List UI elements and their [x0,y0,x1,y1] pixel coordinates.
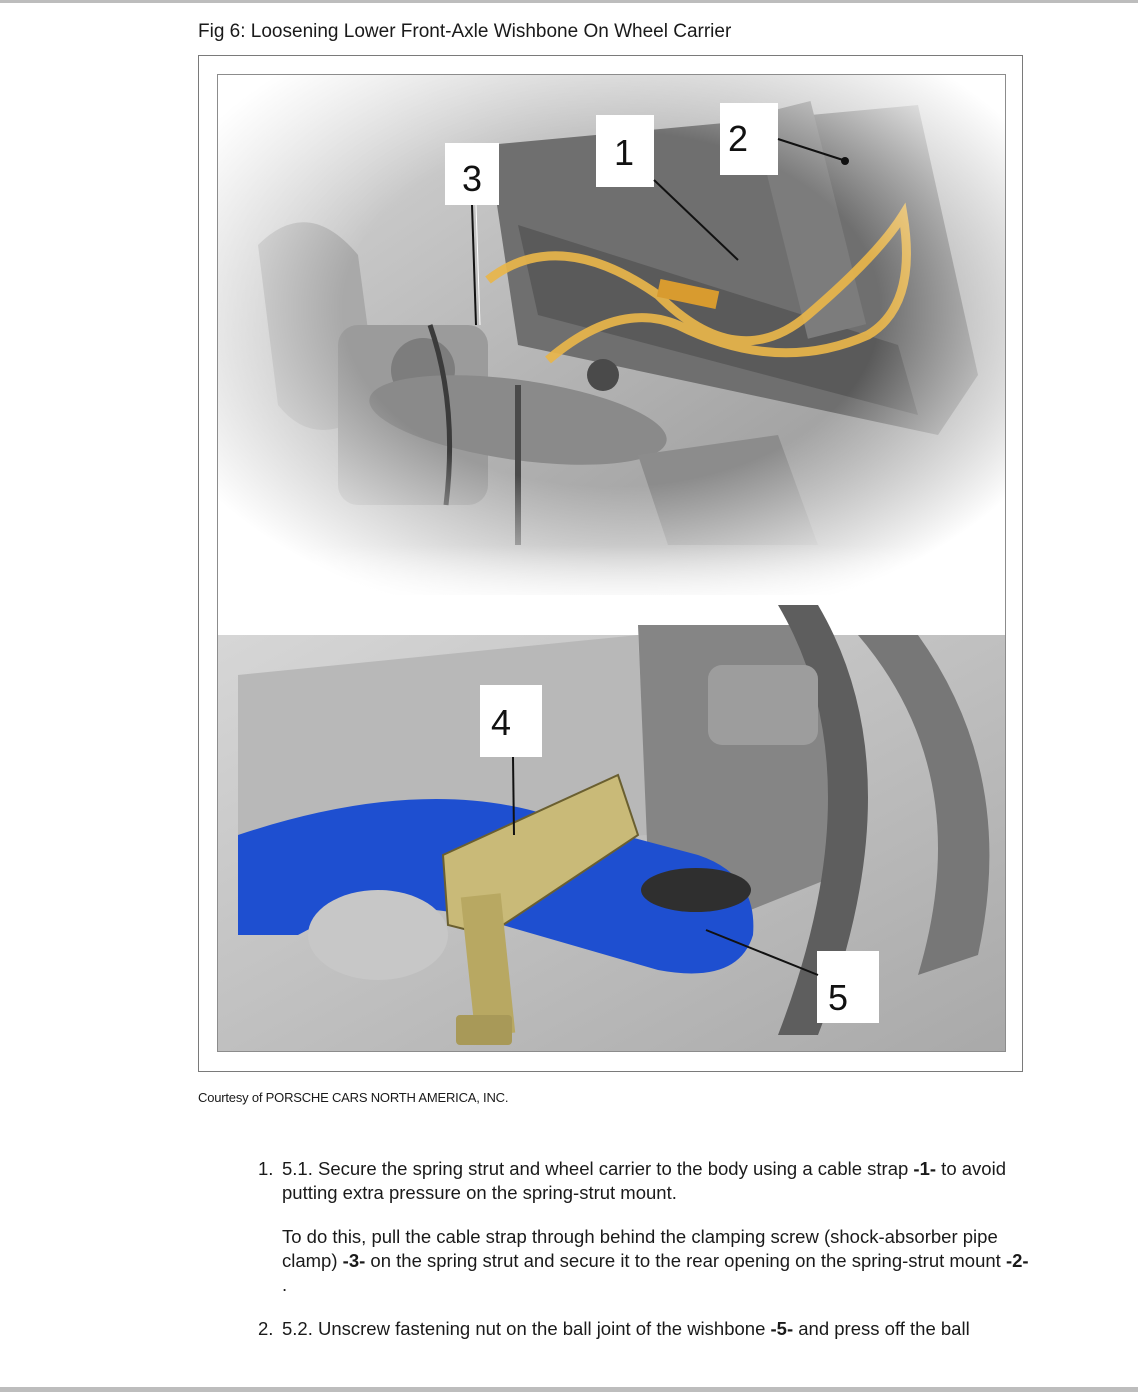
bottom-divider [0,1387,1138,1392]
step-text: 5.1. Secure the spring strut and wheel carrier to the body using a cable strap -1- to avoid putting extra pressure on the spring-strut mount. [282,1158,1006,1203]
svg-text:1: 1 [614,132,635,173]
part-reference: -3- [342,1250,366,1271]
svg-text:5: 5 [828,977,849,1018]
part-reference: -1- [913,1158,937,1179]
part-reference: -5- [770,1318,794,1339]
part-reference: -2- [1005,1250,1029,1271]
list-item [258,1317,1038,1341]
svg-text:3: 3 [462,158,483,199]
figure-illustration [217,74,1006,1052]
top-divider [0,0,1138,3]
step-number: 2. [258,1318,274,1339]
figure-credit: Courtesy of PORSCHE CARS NORTH AMERICA, INC. [198,1090,509,1105]
lower-scene [218,605,1005,1051]
figure-title: Fig 6: Loosening Lower Front-Axle Wishbone On Wheel Carrier [198,21,732,42]
svg-text:4: 4 [491,702,512,743]
step-subtext: To do this, pull the cable strap through behind the clamping screw (shock-absorber pipe clamp) -3- on the spring strut and secure it to the rear opening on the spring-strut mount -2- . [282,1226,1029,1295]
step-number: 1. [258,1158,274,1179]
figure-frame [198,55,1023,1072]
svg-text:2: 2 [728,118,749,159]
instruction-list [258,1157,1038,1341]
step-text: 5.2. Unscrew fastening nut on the ball joint of the wishbone -5- and press off the ball [282,1318,970,1339]
list-item [258,1157,1038,1297]
